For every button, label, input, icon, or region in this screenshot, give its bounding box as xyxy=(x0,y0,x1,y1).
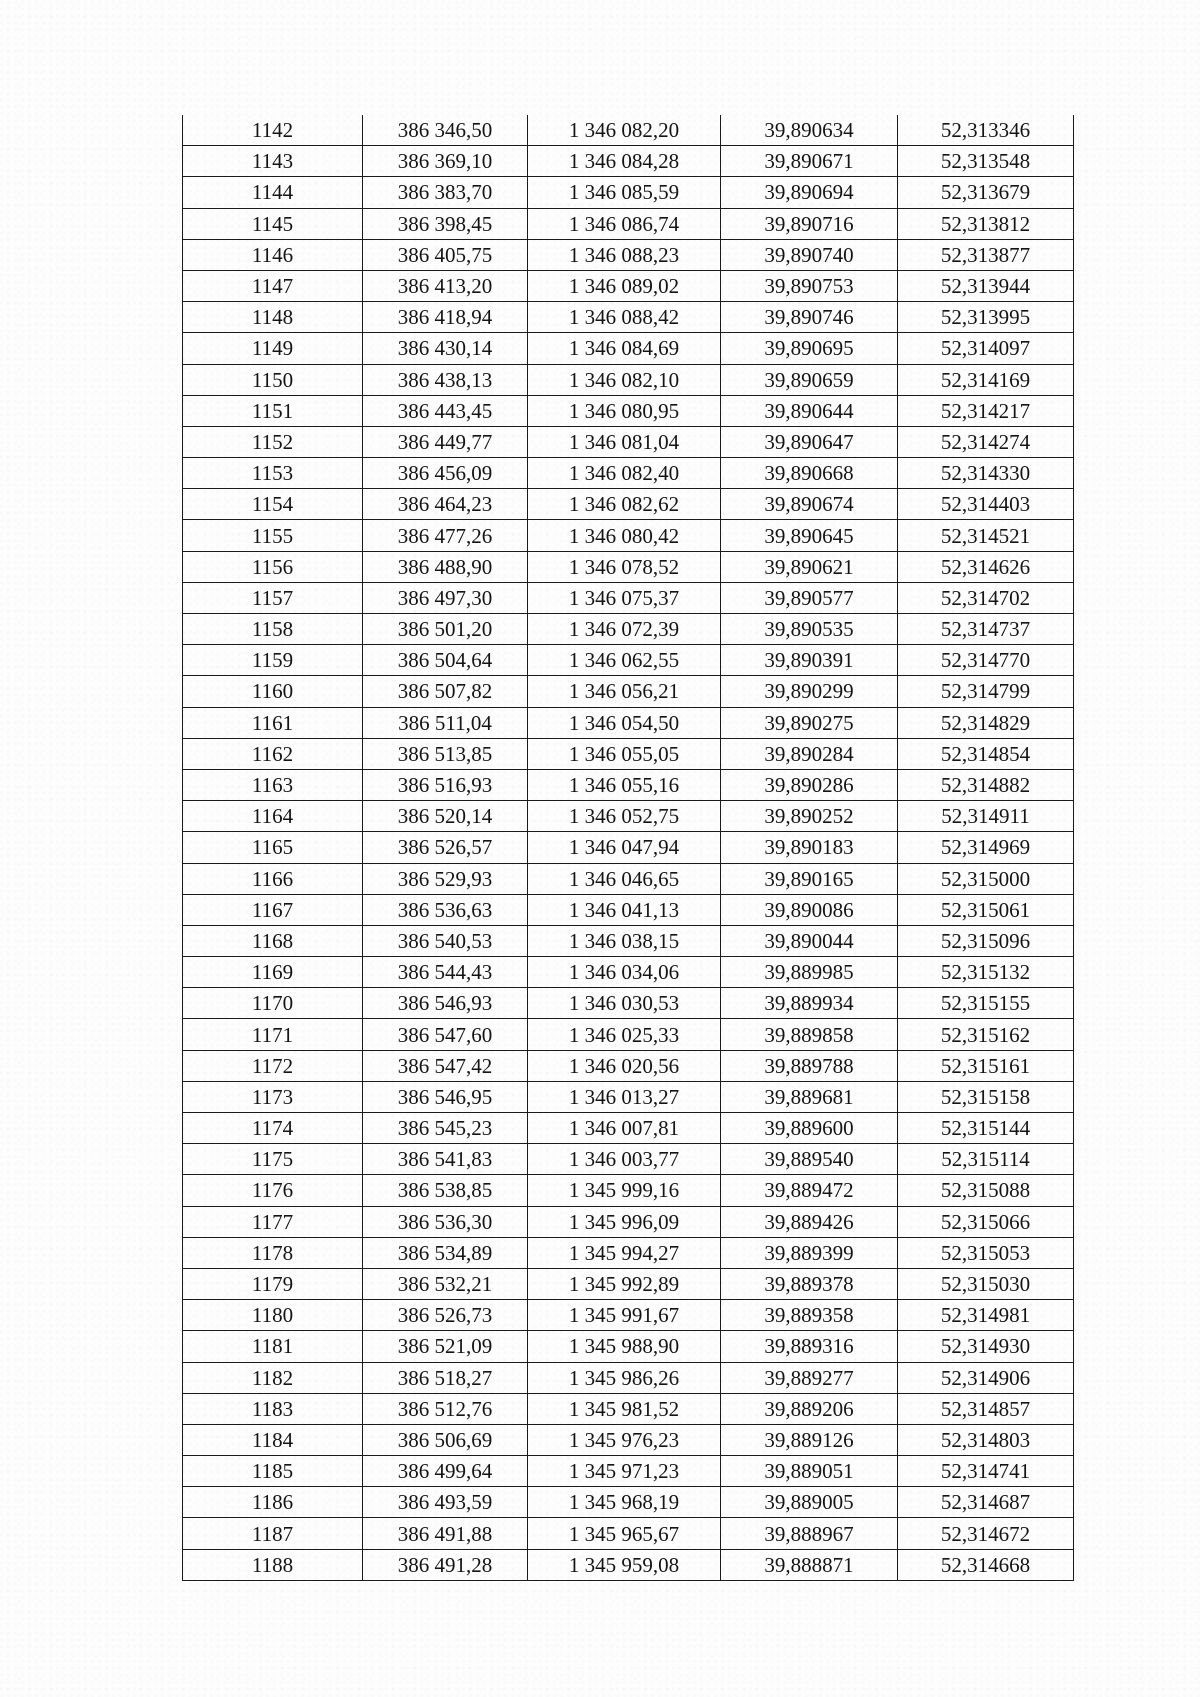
y-coordinate-cell: 1 346 084,69 xyxy=(528,333,721,364)
y-coordinate-cell: 1 345 968,19 xyxy=(528,1487,721,1518)
point-number-cell: 1187 xyxy=(183,1518,363,1549)
table-row xyxy=(183,957,1074,988)
point-number-cell: 1156 xyxy=(183,551,363,582)
latitude-cell: 39,889934 xyxy=(721,988,898,1019)
table-row xyxy=(183,177,1074,208)
table-row xyxy=(183,1113,1074,1144)
longitude-cell: 52,314097 xyxy=(898,333,1074,364)
latitude-cell: 39,890659 xyxy=(721,364,898,395)
table-row xyxy=(183,1144,1074,1175)
point-number-cell: 1175 xyxy=(183,1144,363,1175)
y-coordinate-cell: 1 346 055,16 xyxy=(528,769,721,800)
latitude-cell: 39,890044 xyxy=(721,925,898,956)
latitude-cell: 39,890645 xyxy=(721,520,898,551)
latitude-cell: 39,890391 xyxy=(721,645,898,676)
y-coordinate-cell: 1 346 072,39 xyxy=(528,614,721,645)
x-coordinate-cell: 386 369,10 xyxy=(363,146,528,177)
latitude-cell: 39,890284 xyxy=(721,738,898,769)
latitude-cell: 39,890577 xyxy=(721,582,898,613)
longitude-cell: 52,315030 xyxy=(898,1268,1074,1299)
table-row xyxy=(183,364,1074,395)
y-coordinate-cell: 1 346 003,77 xyxy=(528,1144,721,1175)
x-coordinate-cell: 386 518,27 xyxy=(363,1362,528,1393)
point-number-cell: 1186 xyxy=(183,1487,363,1518)
point-number-cell: 1188 xyxy=(183,1549,363,1580)
latitude-cell: 39,890299 xyxy=(721,676,898,707)
table-row xyxy=(183,1237,1074,1268)
table-row xyxy=(183,520,1074,551)
longitude-cell: 52,314169 xyxy=(898,364,1074,395)
point-number-cell: 1173 xyxy=(183,1081,363,1112)
y-coordinate-cell: 1 346 025,33 xyxy=(528,1019,721,1050)
table-row xyxy=(183,1362,1074,1393)
point-number-cell: 1184 xyxy=(183,1424,363,1455)
longitude-cell: 52,314799 xyxy=(898,676,1074,707)
longitude-cell: 52,314274 xyxy=(898,426,1074,457)
latitude-cell: 39,890716 xyxy=(721,208,898,239)
x-coordinate-cell: 386 346,50 xyxy=(363,115,528,146)
latitude-cell: 39,890647 xyxy=(721,426,898,457)
longitude-cell: 52,314854 xyxy=(898,738,1074,769)
longitude-cell: 52,314741 xyxy=(898,1456,1074,1487)
table-row xyxy=(183,1206,1074,1237)
y-coordinate-cell: 1 345 988,90 xyxy=(528,1331,721,1362)
longitude-cell: 52,313548 xyxy=(898,146,1074,177)
y-coordinate-cell: 1 345 981,52 xyxy=(528,1393,721,1424)
point-number-cell: 1152 xyxy=(183,426,363,457)
point-number-cell: 1165 xyxy=(183,832,363,863)
latitude-cell: 39,889051 xyxy=(721,1456,898,1487)
x-coordinate-cell: 386 538,85 xyxy=(363,1175,528,1206)
y-coordinate-cell: 1 346 088,23 xyxy=(528,239,721,270)
table-row xyxy=(183,1081,1074,1112)
x-coordinate-cell: 386 532,21 xyxy=(363,1268,528,1299)
latitude-cell: 39,889126 xyxy=(721,1424,898,1455)
longitude-cell: 52,314803 xyxy=(898,1424,1074,1455)
x-coordinate-cell: 386 547,42 xyxy=(363,1050,528,1081)
point-number-cell: 1179 xyxy=(183,1268,363,1299)
x-coordinate-cell: 386 534,89 xyxy=(363,1237,528,1268)
y-coordinate-cell: 1 346 084,28 xyxy=(528,146,721,177)
y-coordinate-cell: 1 346 020,56 xyxy=(528,1050,721,1081)
point-number-cell: 1143 xyxy=(183,146,363,177)
longitude-cell: 52,314217 xyxy=(898,395,1074,426)
longitude-cell: 52,314668 xyxy=(898,1549,1074,1580)
table-row xyxy=(183,146,1074,177)
table-row xyxy=(183,1019,1074,1050)
point-number-cell: 1154 xyxy=(183,489,363,520)
longitude-cell: 52,315066 xyxy=(898,1206,1074,1237)
latitude-cell: 39,890621 xyxy=(721,551,898,582)
table-row xyxy=(183,738,1074,769)
y-coordinate-cell: 1 345 994,27 xyxy=(528,1237,721,1268)
y-coordinate-cell: 1 346 082,20 xyxy=(528,115,721,146)
longitude-cell: 52,315053 xyxy=(898,1237,1074,1268)
latitude-cell: 39,889540 xyxy=(721,1144,898,1175)
x-coordinate-cell: 386 413,20 xyxy=(363,270,528,301)
x-coordinate-cell: 386 541,83 xyxy=(363,1144,528,1175)
latitude-cell: 39,890286 xyxy=(721,769,898,800)
table-row xyxy=(183,489,1074,520)
point-number-cell: 1176 xyxy=(183,1175,363,1206)
latitude-cell: 39,889472 xyxy=(721,1175,898,1206)
y-coordinate-cell: 1 346 086,74 xyxy=(528,208,721,239)
y-coordinate-cell: 1 346 034,06 xyxy=(528,957,721,988)
table-row xyxy=(183,801,1074,832)
x-coordinate-cell: 386 501,20 xyxy=(363,614,528,645)
longitude-cell: 52,315096 xyxy=(898,925,1074,956)
x-coordinate-cell: 386 545,23 xyxy=(363,1113,528,1144)
table-row xyxy=(183,1456,1074,1487)
table-row xyxy=(183,863,1074,894)
point-number-cell: 1155 xyxy=(183,520,363,551)
longitude-cell: 52,314672 xyxy=(898,1518,1074,1549)
table-row xyxy=(183,1549,1074,1580)
x-coordinate-cell: 386 398,45 xyxy=(363,208,528,239)
x-coordinate-cell: 386 516,93 xyxy=(363,769,528,800)
x-coordinate-cell: 386 430,14 xyxy=(363,333,528,364)
y-coordinate-cell: 1 346 055,05 xyxy=(528,738,721,769)
point-number-cell: 1157 xyxy=(183,582,363,613)
x-coordinate-cell: 386 511,04 xyxy=(363,707,528,738)
table-row xyxy=(183,1424,1074,1455)
x-coordinate-cell: 386 405,75 xyxy=(363,239,528,270)
longitude-cell: 52,314882 xyxy=(898,769,1074,800)
latitude-cell: 39,890275 xyxy=(721,707,898,738)
table-row xyxy=(183,426,1074,457)
longitude-cell: 52,314930 xyxy=(898,1331,1074,1362)
y-coordinate-cell: 1 346 062,55 xyxy=(528,645,721,676)
longitude-cell: 52,313877 xyxy=(898,239,1074,270)
latitude-cell: 39,890674 xyxy=(721,489,898,520)
latitude-cell: 39,889858 xyxy=(721,1019,898,1050)
y-coordinate-cell: 1 346 013,27 xyxy=(528,1081,721,1112)
x-coordinate-cell: 386 536,30 xyxy=(363,1206,528,1237)
latitude-cell: 39,890535 xyxy=(721,614,898,645)
longitude-cell: 52,314829 xyxy=(898,707,1074,738)
point-number-cell: 1170 xyxy=(183,988,363,1019)
point-number-cell: 1149 xyxy=(183,333,363,364)
latitude-cell: 39,888967 xyxy=(721,1518,898,1549)
x-coordinate-cell: 386 507,82 xyxy=(363,676,528,707)
table-row xyxy=(183,1393,1074,1424)
y-coordinate-cell: 1 345 999,16 xyxy=(528,1175,721,1206)
y-coordinate-cell: 1 346 046,65 xyxy=(528,863,721,894)
x-coordinate-cell: 386 383,70 xyxy=(363,177,528,208)
table-row xyxy=(183,1050,1074,1081)
longitude-cell: 52,314403 xyxy=(898,489,1074,520)
y-coordinate-cell: 1 346 078,52 xyxy=(528,551,721,582)
point-number-cell: 1153 xyxy=(183,458,363,489)
table-row xyxy=(183,614,1074,645)
y-coordinate-cell: 1 346 054,50 xyxy=(528,707,721,738)
y-coordinate-cell: 1 346 089,02 xyxy=(528,270,721,301)
y-coordinate-cell: 1 346 041,13 xyxy=(528,894,721,925)
point-number-cell: 1148 xyxy=(183,302,363,333)
table-row xyxy=(183,1487,1074,1518)
y-coordinate-cell: 1 345 991,67 xyxy=(528,1300,721,1331)
y-coordinate-cell: 1 346 030,53 xyxy=(528,988,721,1019)
y-coordinate-cell: 1 346 081,04 xyxy=(528,426,721,457)
table-row xyxy=(183,925,1074,956)
latitude-cell: 39,890671 xyxy=(721,146,898,177)
table-row xyxy=(183,894,1074,925)
table-row xyxy=(183,1331,1074,1362)
table-row xyxy=(183,208,1074,239)
x-coordinate-cell: 386 526,73 xyxy=(363,1300,528,1331)
latitude-cell: 39,889206 xyxy=(721,1393,898,1424)
point-number-cell: 1180 xyxy=(183,1300,363,1331)
longitude-cell: 52,314906 xyxy=(898,1362,1074,1393)
longitude-cell: 52,314330 xyxy=(898,458,1074,489)
point-number-cell: 1174 xyxy=(183,1113,363,1144)
coordinates-table xyxy=(182,115,1074,1581)
point-number-cell: 1161 xyxy=(183,707,363,738)
y-coordinate-cell: 1 345 971,23 xyxy=(528,1456,721,1487)
latitude-cell: 39,890668 xyxy=(721,458,898,489)
longitude-cell: 52,314737 xyxy=(898,614,1074,645)
x-coordinate-cell: 386 438,13 xyxy=(363,364,528,395)
y-coordinate-cell: 1 345 996,09 xyxy=(528,1206,721,1237)
y-coordinate-cell: 1 345 986,26 xyxy=(528,1362,721,1393)
y-coordinate-cell: 1 346 038,15 xyxy=(528,925,721,956)
x-coordinate-cell: 386 499,64 xyxy=(363,1456,528,1487)
point-number-cell: 1168 xyxy=(183,925,363,956)
latitude-cell: 39,890086 xyxy=(721,894,898,925)
y-coordinate-cell: 1 346 052,75 xyxy=(528,801,721,832)
point-number-cell: 1142 xyxy=(183,115,363,146)
x-coordinate-cell: 386 547,60 xyxy=(363,1019,528,1050)
longitude-cell: 52,314770 xyxy=(898,645,1074,676)
x-coordinate-cell: 386 521,09 xyxy=(363,1331,528,1362)
y-coordinate-cell: 1 346 007,81 xyxy=(528,1113,721,1144)
point-number-cell: 1172 xyxy=(183,1050,363,1081)
point-number-cell: 1169 xyxy=(183,957,363,988)
table-row xyxy=(183,270,1074,301)
latitude-cell: 39,890183 xyxy=(721,832,898,863)
table-row xyxy=(183,551,1074,582)
point-number-cell: 1181 xyxy=(183,1331,363,1362)
y-coordinate-cell: 1 345 965,67 xyxy=(528,1518,721,1549)
table-row xyxy=(183,988,1074,1019)
longitude-cell: 52,315061 xyxy=(898,894,1074,925)
x-coordinate-cell: 386 456,09 xyxy=(363,458,528,489)
x-coordinate-cell: 386 464,23 xyxy=(363,489,528,520)
table-row xyxy=(183,395,1074,426)
table-row xyxy=(183,645,1074,676)
longitude-cell: 52,313346 xyxy=(898,115,1074,146)
y-coordinate-cell: 1 346 082,62 xyxy=(528,489,721,520)
y-coordinate-cell: 1 346 047,94 xyxy=(528,832,721,863)
table-row xyxy=(183,302,1074,333)
longitude-cell: 52,315132 xyxy=(898,957,1074,988)
latitude-cell: 39,888871 xyxy=(721,1549,898,1580)
latitude-cell: 39,889378 xyxy=(721,1268,898,1299)
longitude-cell: 52,314981 xyxy=(898,1300,1074,1331)
longitude-cell: 52,314521 xyxy=(898,520,1074,551)
table-row xyxy=(183,676,1074,707)
table-row xyxy=(183,1268,1074,1299)
x-coordinate-cell: 386 544,43 xyxy=(363,957,528,988)
longitude-cell: 52,313812 xyxy=(898,208,1074,239)
table-row xyxy=(183,1518,1074,1549)
longitude-cell: 52,313995 xyxy=(898,302,1074,333)
point-number-cell: 1177 xyxy=(183,1206,363,1237)
x-coordinate-cell: 386 497,30 xyxy=(363,582,528,613)
longitude-cell: 52,314702 xyxy=(898,582,1074,613)
point-number-cell: 1160 xyxy=(183,676,363,707)
x-coordinate-cell: 386 513,85 xyxy=(363,738,528,769)
longitude-cell: 52,314969 xyxy=(898,832,1074,863)
table-row xyxy=(183,115,1074,146)
x-coordinate-cell: 386 540,53 xyxy=(363,925,528,956)
longitude-cell: 52,315158 xyxy=(898,1081,1074,1112)
latitude-cell: 39,890634 xyxy=(721,115,898,146)
latitude-cell: 39,889600 xyxy=(721,1113,898,1144)
longitude-cell: 52,315155 xyxy=(898,988,1074,1019)
y-coordinate-cell: 1 346 080,95 xyxy=(528,395,721,426)
point-number-cell: 1151 xyxy=(183,395,363,426)
table-row xyxy=(183,1175,1074,1206)
point-number-cell: 1146 xyxy=(183,239,363,270)
latitude-cell: 39,890644 xyxy=(721,395,898,426)
point-number-cell: 1150 xyxy=(183,364,363,395)
latitude-cell: 39,890740 xyxy=(721,239,898,270)
y-coordinate-cell: 1 345 992,89 xyxy=(528,1268,721,1299)
x-coordinate-cell: 386 512,76 xyxy=(363,1393,528,1424)
point-number-cell: 1182 xyxy=(183,1362,363,1393)
x-coordinate-cell: 386 526,57 xyxy=(363,832,528,863)
longitude-cell: 52,315161 xyxy=(898,1050,1074,1081)
latitude-cell: 39,889788 xyxy=(721,1050,898,1081)
table-row xyxy=(183,707,1074,738)
x-coordinate-cell: 386 449,77 xyxy=(363,426,528,457)
x-coordinate-cell: 386 443,45 xyxy=(363,395,528,426)
x-coordinate-cell: 386 418,94 xyxy=(363,302,528,333)
y-coordinate-cell: 1 345 976,23 xyxy=(528,1424,721,1455)
longitude-cell: 52,315162 xyxy=(898,1019,1074,1050)
point-number-cell: 1159 xyxy=(183,645,363,676)
point-number-cell: 1158 xyxy=(183,614,363,645)
latitude-cell: 39,889358 xyxy=(721,1300,898,1331)
x-coordinate-cell: 386 529,93 xyxy=(363,863,528,894)
x-coordinate-cell: 386 493,59 xyxy=(363,1487,528,1518)
longitude-cell: 52,314626 xyxy=(898,551,1074,582)
longitude-cell: 52,313944 xyxy=(898,270,1074,301)
latitude-cell: 39,890753 xyxy=(721,270,898,301)
longitude-cell: 52,315000 xyxy=(898,863,1074,894)
latitude-cell: 39,890165 xyxy=(721,863,898,894)
y-coordinate-cell: 1 346 088,42 xyxy=(528,302,721,333)
latitude-cell: 39,889985 xyxy=(721,957,898,988)
x-coordinate-cell: 386 506,69 xyxy=(363,1424,528,1455)
point-number-cell: 1144 xyxy=(183,177,363,208)
longitude-cell: 52,315088 xyxy=(898,1175,1074,1206)
latitude-cell: 39,889005 xyxy=(721,1487,898,1518)
longitude-cell: 52,315144 xyxy=(898,1113,1074,1144)
y-coordinate-cell: 1 346 080,42 xyxy=(528,520,721,551)
point-number-cell: 1166 xyxy=(183,863,363,894)
y-coordinate-cell: 1 346 075,37 xyxy=(528,582,721,613)
table-row xyxy=(183,582,1074,613)
y-coordinate-cell: 1 346 082,40 xyxy=(528,458,721,489)
y-coordinate-cell: 1 346 085,59 xyxy=(528,177,721,208)
latitude-cell: 39,889426 xyxy=(721,1206,898,1237)
coordinates-table-body xyxy=(183,115,1074,1580)
y-coordinate-cell: 1 345 959,08 xyxy=(528,1549,721,1580)
point-number-cell: 1183 xyxy=(183,1393,363,1424)
x-coordinate-cell: 386 477,26 xyxy=(363,520,528,551)
x-coordinate-cell: 386 520,14 xyxy=(363,801,528,832)
table-row xyxy=(183,769,1074,800)
point-number-cell: 1163 xyxy=(183,769,363,800)
table-row xyxy=(183,458,1074,489)
table-row xyxy=(183,333,1074,364)
x-coordinate-cell: 386 536,63 xyxy=(363,894,528,925)
latitude-cell: 39,890252 xyxy=(721,801,898,832)
x-coordinate-cell: 386 488,90 xyxy=(363,551,528,582)
latitude-cell: 39,890694 xyxy=(721,177,898,208)
latitude-cell: 39,889316 xyxy=(721,1331,898,1362)
x-coordinate-cell: 386 491,28 xyxy=(363,1549,528,1580)
latitude-cell: 39,889277 xyxy=(721,1362,898,1393)
point-number-cell: 1171 xyxy=(183,1019,363,1050)
longitude-cell: 52,314687 xyxy=(898,1487,1074,1518)
longitude-cell: 52,314911 xyxy=(898,801,1074,832)
y-coordinate-cell: 1 346 082,10 xyxy=(528,364,721,395)
point-number-cell: 1167 xyxy=(183,894,363,925)
latitude-cell: 39,890695 xyxy=(721,333,898,364)
point-number-cell: 1145 xyxy=(183,208,363,239)
table-row xyxy=(183,239,1074,270)
longitude-cell: 52,315114 xyxy=(898,1144,1074,1175)
longitude-cell: 52,314857 xyxy=(898,1393,1074,1424)
point-number-cell: 1178 xyxy=(183,1237,363,1268)
y-coordinate-cell: 1 346 056,21 xyxy=(528,676,721,707)
x-coordinate-cell: 386 546,95 xyxy=(363,1081,528,1112)
latitude-cell: 39,890746 xyxy=(721,302,898,333)
latitude-cell: 39,889399 xyxy=(721,1237,898,1268)
x-coordinate-cell: 386 504,64 xyxy=(363,645,528,676)
x-coordinate-cell: 386 491,88 xyxy=(363,1518,528,1549)
point-number-cell: 1162 xyxy=(183,738,363,769)
x-coordinate-cell: 386 546,93 xyxy=(363,988,528,1019)
table-row xyxy=(183,1300,1074,1331)
longitude-cell: 52,313679 xyxy=(898,177,1074,208)
table-row xyxy=(183,832,1074,863)
latitude-cell: 39,889681 xyxy=(721,1081,898,1112)
point-number-cell: 1164 xyxy=(183,801,363,832)
point-number-cell: 1185 xyxy=(183,1456,363,1487)
point-number-cell: 1147 xyxy=(183,270,363,301)
